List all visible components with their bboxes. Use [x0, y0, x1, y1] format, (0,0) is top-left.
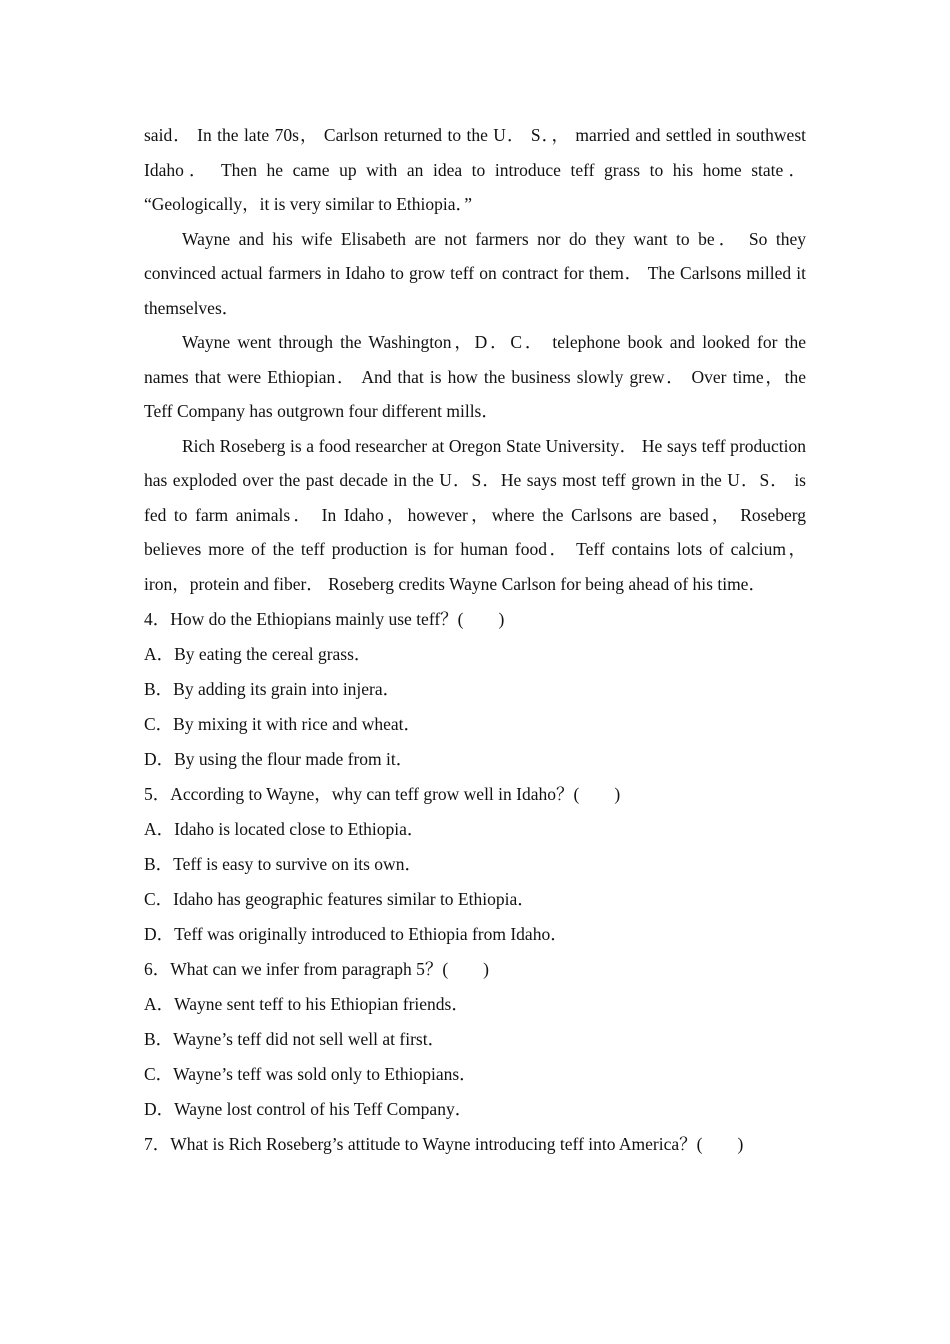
option-a: A．Idaho is located close to Ethiopia． [144, 819, 425, 839]
question-stem: 7．What is Rich Roseberg’s attitude to Wayne introducing teff into America？( ) [144, 1134, 744, 1154]
option-b: B．Wayne’s teff did not sell well at first． [144, 1029, 446, 1049]
option-d: D．Teff was originally introduced to Ethiopia from Idaho． [144, 924, 568, 944]
option-d: D．Wayne lost control of his Teff Company． [144, 1099, 473, 1119]
passage-paragraph-1: said． In the late 70s， Carlson returned to the U． S．， married and settled in southwest Idaho． Then he came up with an idea to introduce teff grass to his home state． “Geologically，it is very similar to Ethiopia．” [144, 125, 806, 214]
document-page [144, 118, 806, 1162]
option-a: A．By eating the cereal grass． [144, 644, 372, 664]
option-b: B．Teff is easy to survive on its own． [144, 854, 422, 874]
option-b: B．By adding its grain into injera． [144, 679, 401, 699]
question-stem: 6．What can we infer from paragraph 5？( ) [144, 959, 490, 979]
question-5 [144, 777, 806, 952]
question-stem: 5．According to Wayne，why can teff grow well in Idaho？( ) [144, 784, 621, 804]
passage-paragraph-2: Wayne and his wife Elisabeth are not farmers nor do they want to be． So they convinced actual farmers in Idaho to grow teff on contract for them． The Carlsons milled it themselves． [144, 228, 806, 318]
question-4 [144, 602, 806, 777]
reading-passage [144, 118, 806, 601]
passage-paragraph-4: Rich Roseberg is a food researcher at Oregon State University． He says teff production has exploded over the past decade in the U．S．He says most teff grown in the U．S． is fed to farm animals． In Idaho，however，where the Carlsons are based， Roseberg believes more of the teff production is for human food． Teff contains lots of calcium，iron，protein and fiber． Roseberg credits Wayne Carlson for being ahead of his time． [144, 435, 806, 594]
option-a: A．Wayne sent teff to his Ethiopian friends． [144, 994, 469, 1014]
option-c: C．Idaho has geographic features similar to Ethiopia． [144, 889, 535, 909]
option-d: D．By using the flour made from it． [144, 749, 414, 769]
question-7 [144, 1127, 806, 1162]
passage-paragraph-3: Wayne went through the Washington，D．C． telephone book and looked for the names that were Ethiopian． And that is how the business slowly grew． Over time，the Teff Company has outgrown four different mills． [144, 332, 806, 421]
option-c: C．Wayne’s teff was sold only to Ethiopians． [144, 1064, 477, 1084]
question-stem: 4．How do the Ethiopians mainly use teff？( ) [144, 609, 505, 629]
question-6 [144, 952, 806, 1127]
option-c: C．By mixing it with rice and wheat． [144, 714, 422, 734]
